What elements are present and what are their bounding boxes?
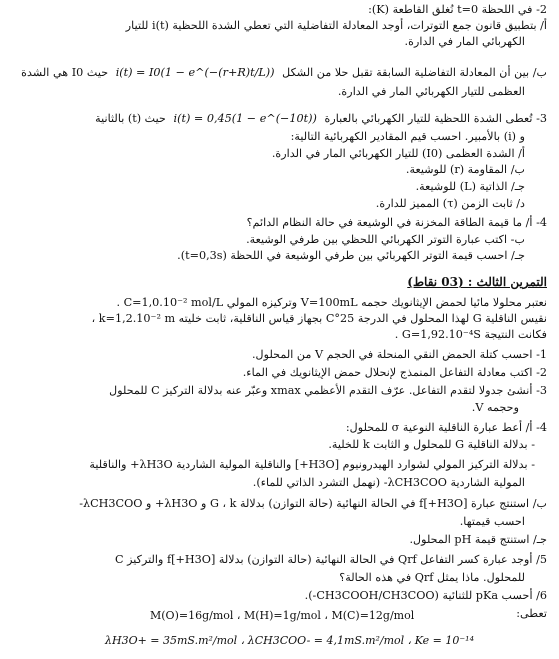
part2-q3a: أ/ الشدة العظمى (I0) للتيار الكهربائي المار في الدارة.: [271, 147, 525, 160]
ex3-q4: 4- أ/ أعط عبارة الناقلية النوعية σ للمحلول:: [345, 421, 547, 434]
part2-q2b-cont: العظمى للتيار الكهربائي المار في الدارة.: [337, 85, 525, 98]
part2-q3c: جـ/ الذاتية (L) للوشيعة.: [415, 180, 525, 193]
part2-q2a: أ/ بتطبيق قانون جمع التوترات، أوجد المعادلة التفاضلية التي تعطي الشدة اللحظية i(t) للتيار: [125, 19, 547, 32]
q3-formula: i(t) = 0,45(1 − e^(−10t)): [173, 112, 317, 125]
part2-q2b: [21, 66, 547, 80]
ex3-q3-cont: وحجمه V.: [471, 401, 519, 414]
part2-q2a-cont: الكهربائي المار في الدارة.: [404, 35, 525, 48]
part2-q3: [95, 112, 547, 126]
ex3-q5-cont: للمحلول. ماذا يمثل Qrf في هذه الحالة؟: [339, 571, 525, 584]
q2b-formula: i(t) = I0(1 − e^(−(r+R)t/L)): [115, 66, 275, 79]
given-constants: λH3O+ = 35mS.m²/mol ، λCH3COO- = 4,1mS.m²/mol ، Ke = 10⁻¹⁴: [105, 634, 474, 647]
part2-q3d: د/ ثابت الزمن (τ) المميز للدارة.: [375, 197, 525, 210]
q2b-text-end: حيث I0 هي الشدة: [21, 66, 109, 79]
ex3-q1: 1- احسب كتلة الحمض النقي المنحلة في الحجم V من المحلول.: [252, 348, 547, 361]
ex3-q3: 3- أنشئ جدولا لتقدم التفاعل. عرّف التقدم الأعظمي xmax وعبّر عنه بدلالة التركيز C للمحلول: [109, 384, 547, 397]
part2-q4c: جـ/ احسب قيمة التوتر الكهربائي بين طرفي الوشيعة في اللحظة (t=0,3s).: [177, 249, 525, 262]
ex3-q4c: جـ/ استنتج قيمة pH المحلول.: [409, 533, 547, 546]
ex3-q4-ii: - بدلالة التركيز المولي لشوارد الهيدرونيوم [H3O+] والناقلية المولية الشاردية λH3O+ والناقلية: [89, 458, 535, 471]
q2b-text-start: ب/ بين أن المعادلة التفاضلية السابقة تقبل حلا من الشكل: [282, 66, 547, 79]
part2-q4b: ب- اكتب عبارة التوتر الكهربائي اللحظي بين طرفي الوشيعة.: [246, 233, 525, 246]
ex3-q4-i: - بدلالة الناقلية G للمحلول و الثابت k للخلية.: [328, 438, 535, 451]
part2-q4a: 4- أ/ ما قيمة الطاقة المخزنة في الوشيعة في حالة النظام الدائم؟: [246, 216, 547, 229]
q3-text-start: 3- تُعطى الشدة اللحظية للتيار الكهربائي بالعبارة: [324, 112, 547, 125]
ex3-q5: 5/ أوجد عبارة كسر التفاعل Qrf في الحالة النهائية (حالة التوازن) بدلالة [H3O+]f والتركيز C: [114, 553, 547, 566]
ex3-q4b: ب/ استنتج عبارة [H3O+]f في الحالة النهائية (حالة التوازن) بدلالة G ، k و λH3O+ و λCH3COO-: [79, 497, 547, 510]
exercise3-title: التمرين الثالث : (03 نقاط): [407, 275, 547, 289]
ex3-q6: 6/ أحسب pKa للثنائية (CH3COOH/CH3COO-).: [304, 589, 547, 602]
q3-text-end: حيث (t) بالثانية: [95, 112, 166, 125]
given-masses: M(O)=16g/mol ، M(H)=1g/mol ، M(C)=12g/mol: [150, 609, 415, 622]
ex3-q4b-cont: احسب قيمتها.: [459, 515, 525, 528]
part2-q3b: ب/ المقاومة (r) للوشيعة.: [405, 163, 525, 176]
given-label: تعطى:: [516, 607, 547, 620]
part2-q3-cont: و (i) بالأمبير. احسب قيم المقادير الكهربائية التالية:: [290, 130, 525, 143]
ex3-intro-3: فكانت النتيجة G=1,92.10⁻⁴S .: [394, 328, 547, 341]
ex3-q4-ii-cont: المولية الشاردية λCH3COO- (نهمل التشرد الذاتي للماء).: [252, 476, 525, 489]
ex3-intro-2: نقيس الناقلية G لهذا المحلول في الدرجة 25°C بجهاز قياس الناقلية، ثابت خليته k=1,2.10⁻² m ،: [91, 312, 547, 325]
ex3-q2: 2- اكتب معادلة التفاعل المنمذج لإنحلال حمض الإيثانويك في الماء.: [242, 366, 547, 379]
part2-q2: 2- في اللحظة t=0 نُغلق القاطعة (K):: [368, 3, 547, 16]
ex3-intro-1: نعتبر محلولا مائيا لحمض الإيثانويك حجمه V=100mL وتركيزه المولي C=1,0.10⁻² mol/L .: [116, 296, 547, 309]
